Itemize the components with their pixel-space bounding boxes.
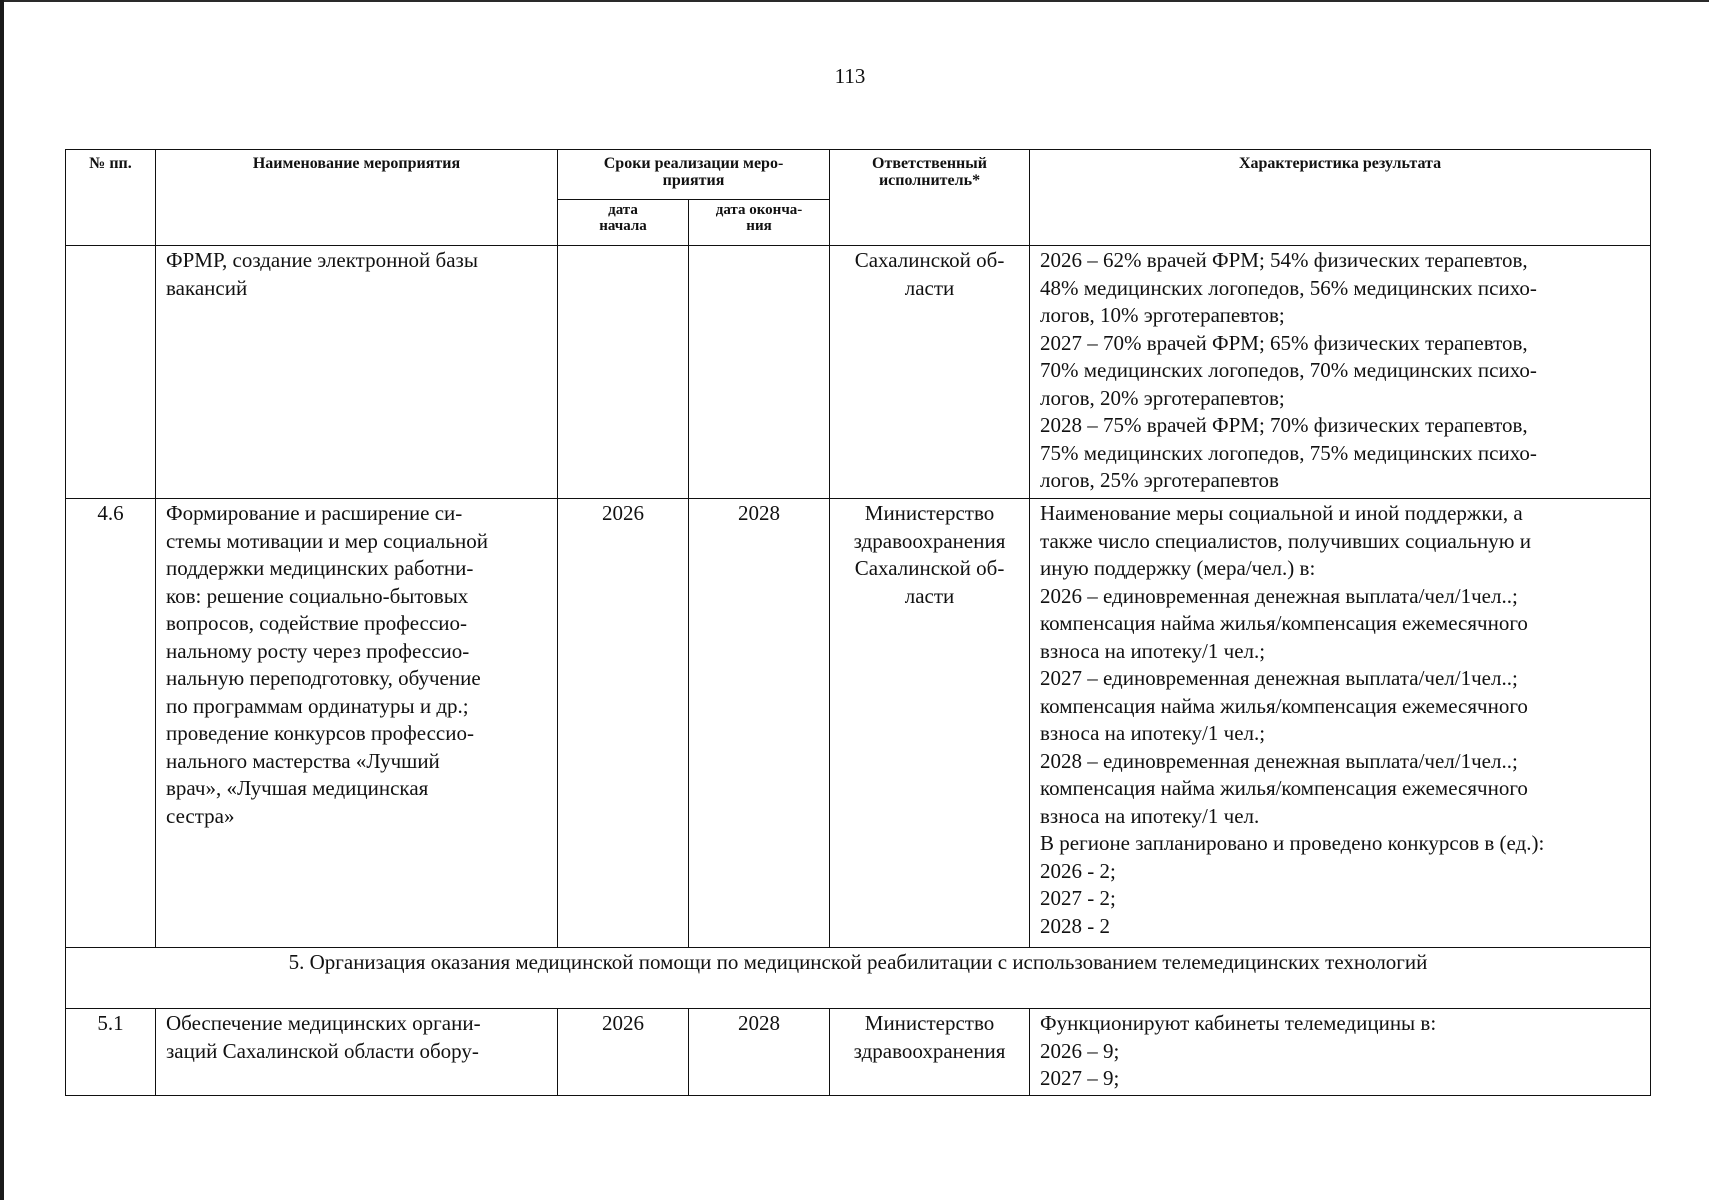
page-number: 113: [834, 64, 866, 88]
result-characteristic: Наименование меры социальной и иной поддержки, а также число специалистов, получивших социальную и иную поддержку (мера/чел.) в: 2026 – единовременная денежная выплата/чел/1чел..; компенсация найма жилья/компенсация ежемесячного взноса на ипотеку/1 чел.; 2027 – единовременная денежная выплата/чел/1чел..; компенсация найма жилья/компенсация ежемесячного взноса на ипотеку/1 чел.; 2028 – единовременная денежная выплата/чел/1чел..; компенсация найма жилья/компенсация ежемесячного взноса на ипотеку/1 чел. В регионе запланировано и проведено конкурсов в (ед.): 2026 - 2; 2027 - 2; 2028 - 2: [1030, 499, 1651, 948]
header-result: Характеристика результата: [1030, 150, 1651, 246]
header-responsible: Ответственный исполнитель*: [830, 150, 1030, 246]
result-characteristic: Функционируют кабинеты телемедицины в: 2026 – 9; 2027 – 9;: [1030, 1009, 1651, 1096]
end-date: 2028: [689, 499, 830, 948]
activity-name: Формирование и расширение си- стемы мотивации и мер социальной поддержки медицинских работни- ков: решение социально-бытовых вопросов, содействие профессио- нальному росту через профессио- нальную переподготовку, обучение по программам ординатуры и др.; проведение конкурсов профессио- нального мастерства «Лучший врач», «Лучшая медицинская сестра»: [156, 499, 558, 948]
row-number: 5.1: [66, 1009, 156, 1096]
row-number: 4.6: [66, 499, 156, 948]
header-row-1: [66, 150, 1651, 200]
activities-table: [65, 149, 1651, 1096]
end-date: [689, 246, 830, 499]
responsible: Сахалинской об- ласти: [830, 246, 1030, 499]
header-end-date: дата оконча- ния: [689, 200, 830, 246]
header-terms: Сроки реализации меро- приятия: [558, 150, 830, 200]
header-start-date: дата начала: [558, 200, 689, 246]
table-row: [66, 1009, 1651, 1096]
scan-left-edge: [0, 0, 4, 1200]
header-number: № пп.: [66, 150, 156, 246]
activity-name: ФРМР, создание электронной базы вакансий: [156, 246, 558, 499]
table-row: [66, 499, 1651, 948]
start-date: [558, 246, 689, 499]
header-activity-name: Наименование мероприятия: [156, 150, 558, 246]
activity-name: Обеспечение медицинских органи- заций Сахалинской области обору-: [156, 1009, 558, 1096]
row-number: [66, 246, 156, 499]
responsible: Министерство здравоохранения: [830, 1009, 1030, 1096]
scan-top-edge: [4, 0, 1709, 2]
responsible: Министерство здравоохранения Сахалинской об- ласти: [830, 499, 1030, 948]
table-row: [66, 246, 1651, 499]
end-date: 2028: [689, 1009, 830, 1096]
start-date: 2026: [558, 1009, 689, 1096]
start-date: 2026: [558, 499, 689, 948]
section-title: 5. Организация оказания медицинской помощи по медицинской реабилитации с использованием телемедицинских технологий: [66, 948, 1651, 1009]
result-characteristic: 2026 – 62% врачей ФРМ; 54% физических терапевтов, 48% медицинских логопедов, 56% медицинских психо- логов, 10% эрготерапевтов; 2027 – 70% врачей ФРМ; 65% физических терапевтов, 70% медицинских логопедов, 70% медицинских психо- логов, 20% эрготерапевтов; 2028 – 75% врачей ФРМ; 70% физических терапевтов, 75% медицинских логопедов, 75% медицинских психо- логов, 25% эрготерапевтов: [1030, 246, 1651, 499]
section-row: [66, 948, 1651, 1009]
